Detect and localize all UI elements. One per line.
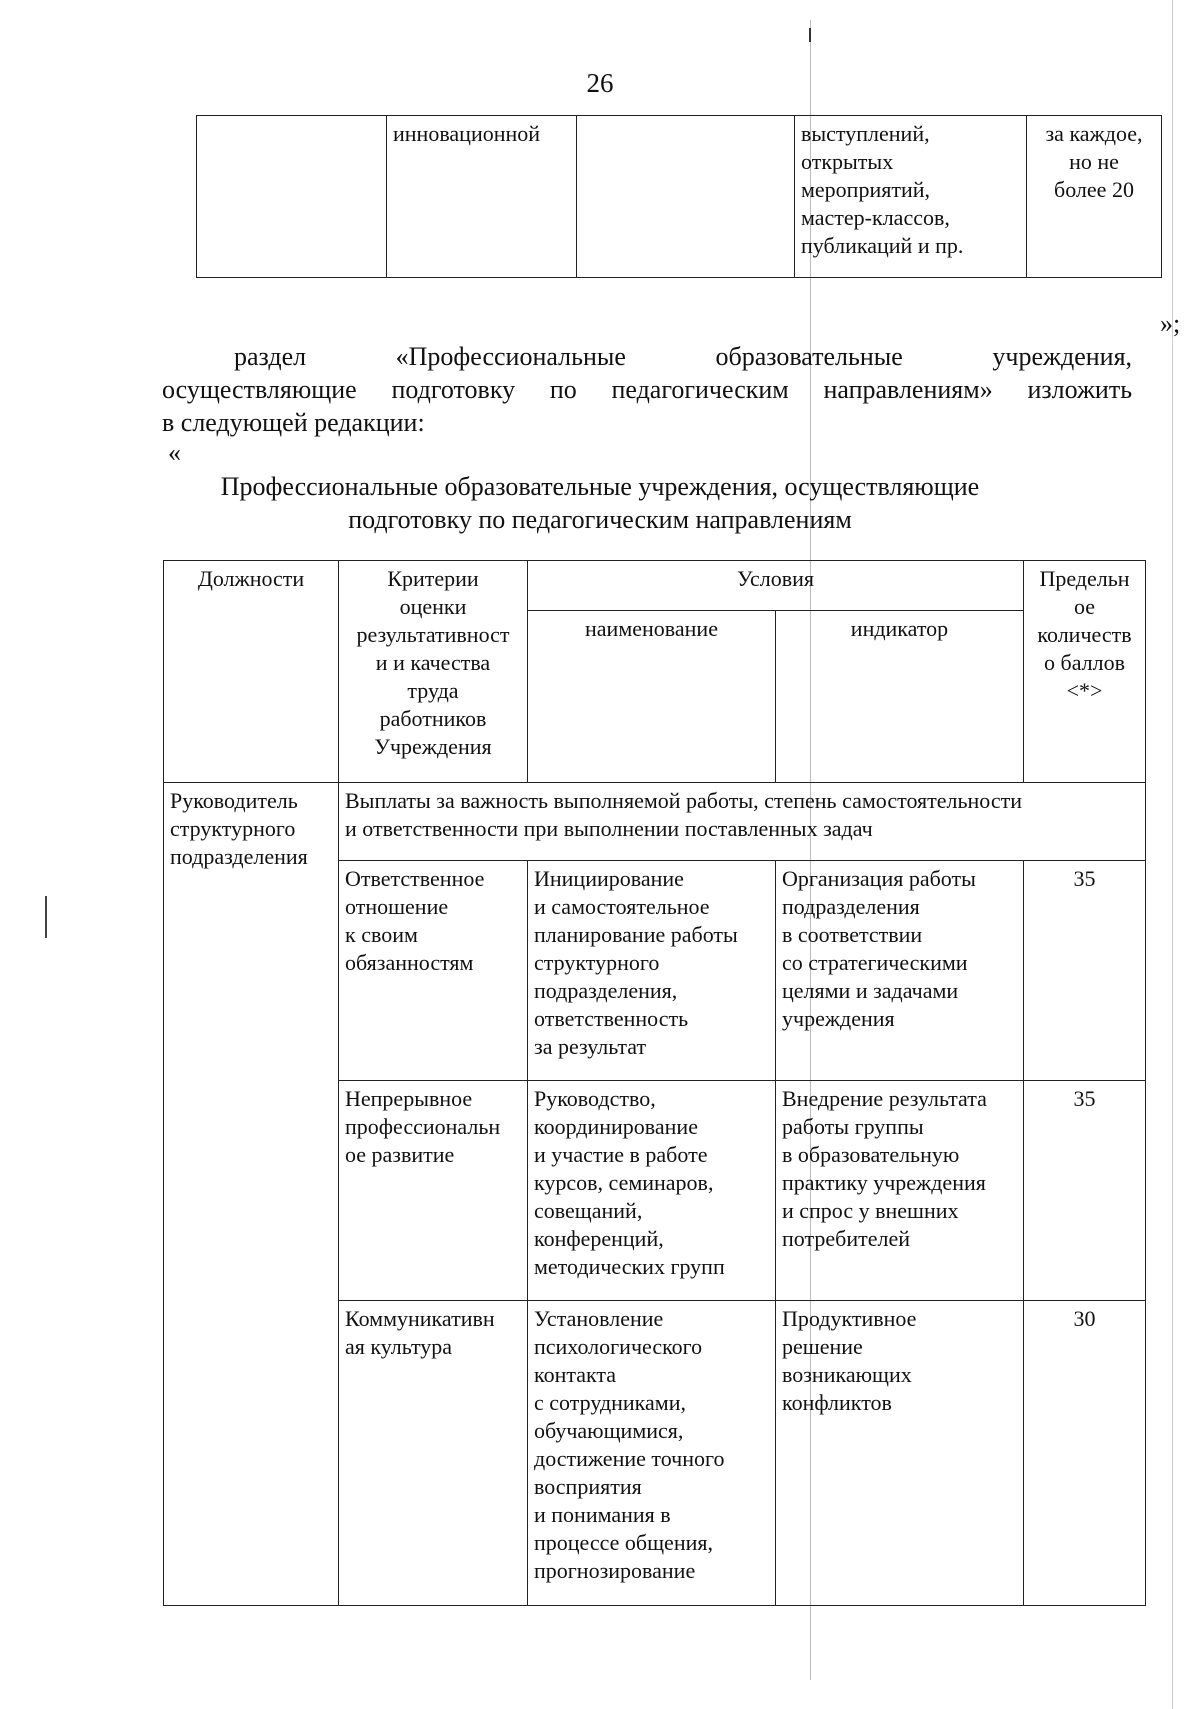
row-indicator: Продуктивное решение возникающих конфликтов <box>776 1301 1024 1606</box>
paragraph-word: образовательные <box>715 342 903 371</box>
paragraph-word: раздел <box>234 342 307 371</box>
header-position: Должности <box>164 561 339 783</box>
section-title-line-2: подготовку по педагогическим направлениям <box>348 505 852 534</box>
payments-group-cell: Выплаты за важность выполняемой работы, степень самостоятельности и ответственности при выполнении поставленных задач <box>339 783 1146 861</box>
header-max-points: Предельн ое количеств о баллов <*> <box>1024 561 1146 783</box>
continued-table <box>196 115 1162 278</box>
row-points: 35 <box>1024 861 1146 1081</box>
position-cell: Руководитель структурного подразделения <box>164 783 339 1606</box>
scan-edge-left-mark <box>45 896 47 938</box>
opening-quote: « <box>168 438 181 467</box>
paragraph-word: направлениям» <box>823 375 993 404</box>
page-number: 26 <box>586 68 614 98</box>
paragraph-word: изложить <box>1027 375 1133 404</box>
paragraph-word: учреждения, <box>992 342 1133 371</box>
continued-points-cell: за каждое, но не более 20 <box>1027 116 1162 278</box>
row-indicator: Организация работы подразделения в соответствии со стратегическими целями и задачами учреждения <box>776 861 1024 1081</box>
paragraph-word: «Профессиональные <box>395 342 626 371</box>
header-criteria: Критерии оценки результативност и и качества труда работников Учреждения <box>339 561 528 783</box>
row-criterion: Коммуникативн ая культура <box>339 1301 528 1606</box>
paragraph-word: осуществляющие <box>162 375 357 404</box>
row-criterion: Непрерывное профессиональн ое развитие <box>339 1081 528 1301</box>
paragraph-line-3: в следующей редакции: <box>162 408 425 437</box>
continued-indicator-cell: выступлений, открытых мероприятий, мастер-классов, публикаций и пр. <box>795 116 1027 278</box>
row-name: Руководство, координирование и участие в работе курсов, семинаров, совещаний, конференций, методических групп <box>528 1081 776 1301</box>
paragraph-line-2 <box>162 373 1132 406</box>
row-name: Инициирование и самостоятельное планирование работы структурного подразделения, ответственность за результат <box>528 861 776 1081</box>
continued-position-cell <box>197 116 387 278</box>
row-criterion: Ответственное отношение к своим обязанностям <box>339 861 528 1081</box>
section-title <box>0 470 1200 536</box>
closing-quote: »; <box>1160 309 1181 338</box>
continued-name-cell <box>577 116 795 278</box>
row-indicator: Внедрение результата работы группы в образовательную практику учреждения и спрос у внешних потребителей <box>776 1081 1024 1301</box>
header-conditions: Условия <box>528 561 1024 611</box>
paragraph-word: педагогическим <box>611 375 789 404</box>
paragraph-word: подготовку <box>391 375 516 404</box>
row-name: Установление психологического контакта с сотрудниками, обучающимися, достижение точного восприятия и понимания в процессе общения, прогнозирование <box>528 1301 776 1606</box>
header-name: наименование <box>528 611 776 783</box>
section-title-line-1: Профессиональные образовательные учреждения, осуществляющие <box>220 472 980 501</box>
criteria-table <box>163 560 1146 1606</box>
paragraph-line-1 <box>162 340 1132 373</box>
paragraph-word: по <box>549 375 577 404</box>
row-points: 30 <box>1024 1301 1146 1606</box>
amendment-paragraph <box>162 340 1132 439</box>
continued-criterion-cell: инновационной <box>387 116 577 278</box>
scan-edge-right <box>1172 0 1173 1709</box>
header-indicator: индикатор <box>776 611 1024 783</box>
row-points: 35 <box>1024 1081 1146 1301</box>
scan-mark-top <box>809 28 811 42</box>
